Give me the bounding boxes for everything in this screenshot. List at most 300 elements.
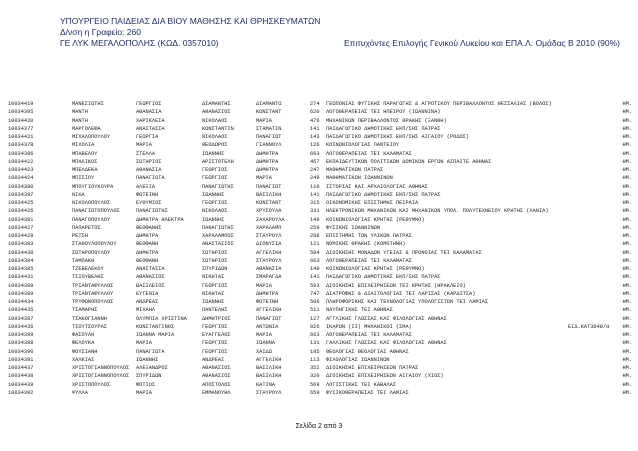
row-id: 10034397 bbox=[8, 191, 34, 198]
row-mother-name: ΒΑΣΙΛΙΚΗ bbox=[256, 373, 282, 380]
row-dept-code: 141 bbox=[310, 191, 320, 198]
row-id: 10034380 bbox=[8, 183, 34, 190]
row-mother-name: ΧΑΙΔΩ bbox=[256, 348, 272, 355]
row-id: 10034437 bbox=[8, 365, 34, 371]
row-id: 10034395 bbox=[8, 109, 34, 116]
row-category: ΗΜ. bbox=[622, 216, 632, 223]
row-id: 10034423 bbox=[8, 167, 34, 173]
row-mother-name: ΔΗΜΗΤΡΑ bbox=[256, 158, 279, 165]
row-first-name: ΙΩΑΝΝΑ ΜΑΡΙΑ bbox=[136, 332, 175, 338]
row-surname: ΤΣΟΥΤΣΟΥΡΑΣ bbox=[72, 323, 107, 330]
row-father-name: ΑΘΑΝΑΣΙΟΣ bbox=[202, 373, 231, 380]
row-id: 10034421 bbox=[8, 134, 34, 140]
table-row bbox=[8, 150, 632, 158]
row-id: 10034424 bbox=[8, 175, 34, 182]
row-category: ΗΜ. bbox=[622, 175, 632, 182]
row-dept-code: 149 bbox=[310, 266, 320, 272]
row-mother-name: ΔΗΜΗΤΡΑ bbox=[256, 150, 279, 157]
row-first-name: ΣΩΤΗΡΙΟΣ bbox=[136, 158, 162, 165]
row-first-name: ΜΑΡΙΑ bbox=[136, 340, 152, 347]
table-row bbox=[8, 240, 632, 248]
row-mother-name: ΣΜΑΡΑΓΔΑ bbox=[256, 274, 282, 281]
row-mother-name: ΔΙΟΝΥΣΙΑ bbox=[256, 241, 282, 248]
row-first-name: ΑΛΕΞΑΝΔΡΟΣ bbox=[136, 365, 168, 371]
row-category: ΗΜ. bbox=[622, 150, 632, 157]
row-category: ΗΜ. bbox=[622, 208, 632, 215]
row-surname: ΠΑΝΑΓΟΠΟΥΛΟΥ bbox=[72, 216, 111, 223]
row-category: ΗΜ. bbox=[622, 224, 632, 231]
row-department: ΙΚΑΡΩΝ (II) ΜΗΧΑΝΙΚΟΙ (ΣΜΑ) bbox=[326, 323, 412, 330]
row-father-name: ΑΘΑΝΑΣΙΟΣ bbox=[202, 109, 231, 116]
row-department: ΓΕΩΠΟΝΙΑΣ ΦΥΤΙΚΗΣ ΠΑΡΑΓΩΓΗΣ & ΑΓΡΟΤΙΚΟΥ ΠΕΡΙΒΑΛΛΟΝΤΟΣ ΘΕΣΣΑΛΙΑΣ (ΒΟΛΟΣ) bbox=[326, 101, 552, 107]
row-id: 10034434 bbox=[8, 299, 34, 305]
row-mother-name: ΔΗΜΗΤΡΑ bbox=[256, 167, 279, 173]
row-dept-code: 110 bbox=[310, 183, 320, 190]
row-dept-code: 663 bbox=[310, 257, 320, 264]
table-row bbox=[8, 315, 632, 323]
table-row bbox=[8, 125, 632, 133]
row-first-name: ΑΘΑΝΑΣΙΑ bbox=[136, 167, 162, 173]
row-category: ΗΜ. bbox=[622, 142, 632, 149]
row-first-name: ΘΕΟΦΑΝΗ bbox=[136, 257, 159, 264]
row-surname: ΧΡΙΣΤΟΓΙΑΝΝΟΠΟΥΛΟΣ bbox=[72, 365, 130, 371]
row-mother-name: ΚΩΝΣΤΑΝΤ bbox=[256, 200, 282, 206]
row-category: ΗΜ. bbox=[622, 109, 632, 116]
row-mother-name: ΣΤΑΥΡΟΥΛ bbox=[256, 233, 282, 239]
row-category: ΗΜ. bbox=[622, 266, 632, 272]
row-id: 10034428 bbox=[8, 233, 34, 239]
row-father-name: ΔΙΑΜΑΝΤΗΣ bbox=[202, 101, 231, 107]
row-mother-name: ΠΑΝΑΓΙΩΤ bbox=[256, 183, 282, 190]
row-first-name: ΓΕΩΡΓΙΑ bbox=[136, 134, 159, 140]
row-category: ΗΜ. bbox=[622, 389, 632, 396]
row-first-name: ΟΛΥΜΠΙΑ ΧΡΙΣΤΙΝΑ bbox=[136, 315, 187, 322]
row-dept-code: 594 bbox=[310, 249, 320, 256]
row-category: ΗΜ. bbox=[622, 183, 632, 190]
table-row bbox=[8, 331, 632, 339]
row-father-name: ΝΙΚΗΤΑΣ bbox=[202, 290, 225, 297]
table-row bbox=[8, 298, 632, 306]
row-category: ΗΜ. bbox=[622, 257, 632, 264]
row-department: ΗΛΕΚΤΡΟΝΙΚΩΝ ΜΗΧΑΝΙΚΩΝ ΚΑΙ ΜΗΧΑΝΙΚΩΝ ΥΠΟΛ. ΠΟΛΥΤΕΧΝΕΙΟΥ ΚΡΗΤΗΣ (ΧΑΝΙΑ) bbox=[326, 208, 549, 215]
row-id: 10034387 bbox=[8, 315, 34, 322]
table-row bbox=[8, 265, 632, 273]
row-surname: ΜΠΑΛΙΚΟΣ bbox=[72, 158, 98, 165]
row-department: ΠΑΙΔΑΓΩΓΙΚΟ ΔΗΜΟΤΙΚΗΣ ΕΚΠ/ΣΗΣ ΑΙΓΑΙΟΥ (ΡΟΔΟΣ) bbox=[326, 134, 470, 140]
row-dept-code: 620 bbox=[310, 109, 320, 116]
table-row bbox=[8, 273, 632, 281]
row-first-name: ΑΛΕΞΙΑ bbox=[136, 183, 156, 190]
row-department: ΑΓΓΛΙΚΗΣ ΓΛΩΣΣΑΣ ΚΑΙ ΦΙΛΟΛΟΓΙΑΣ ΑΘΗΝΑΣ bbox=[326, 315, 447, 322]
row-father-name: ΙΩΑΝΝΗΣ bbox=[202, 299, 225, 305]
row-id: 10034431 bbox=[8, 274, 34, 281]
row-surname: ΡΕΤΣΗ bbox=[72, 233, 88, 239]
row-id: 10034425 bbox=[8, 200, 34, 206]
table-row bbox=[8, 158, 632, 166]
table-row bbox=[8, 348, 632, 356]
row-department: ΟΙΚΟΝΟΜΙΚΗΣ ΕΠΙΣΤΗΜΗΣ ΠΕΙΡΑΙΑ bbox=[326, 200, 419, 206]
row-surname: ΣΤΑΘΟΥΛΟΠΟΥΛΟΥ bbox=[72, 241, 117, 248]
row-mother-name: ΒΑΣΙΛΙΚΗ bbox=[256, 365, 282, 371]
row-category: ΗΜ. bbox=[622, 117, 632, 124]
row-department: ΦΥΣΙΚΗΣ ΙΩΑΝΝΙΝΩΝ bbox=[326, 224, 381, 231]
results-subtitle: Επιτυχόντες Επιλογής Γενικού Λυκείου και ΕΠΑ.Λ. Ομάδας Β 2010 (90%) bbox=[343, 38, 620, 48]
row-department: ΕΠΙΣΤΗΜΗΣ ΤΩΝ ΥΛΙΚΩΝ ΠΑΤΡΑΣ bbox=[326, 233, 412, 239]
row-department: ΔΙΟΙΚΗΣΗΣ ΕΠΙΧΕΙΡΗΣΕΩΝ ΑΙΓΑΙΟΥ (ΧΙΟΣ) bbox=[326, 373, 444, 380]
row-category: ΗΜ. bbox=[622, 340, 632, 347]
table-row bbox=[8, 191, 632, 199]
row-father-name: ΘΕΟΔΩΡΟΣ bbox=[202, 142, 228, 149]
table-row bbox=[8, 100, 632, 108]
row-dept-code: 121 bbox=[310, 241, 320, 248]
row-department: ΠΛΗΡΟΦΟΡΙΚΗΣ ΚΑΙ ΤΕΧΝΟΛΟΓΙΑΣ ΥΠΟΛΟΓΙΣΤΩΝ ΤΕΙ ΛΑΜΙΑΣ bbox=[326, 299, 489, 305]
row-department: ΛΟΓΙΣΤΙΚΗΣ ΤΕΙ ΚΑΒΑΛΑΣ bbox=[326, 381, 396, 388]
row-category: ΗΜ. bbox=[622, 299, 632, 305]
row-category: ΗΜ. bbox=[622, 332, 632, 338]
table-row bbox=[8, 381, 632, 389]
row-first-name: ΑΝΔΡΕΑΣ bbox=[136, 299, 159, 305]
row-id: 10034391 bbox=[8, 356, 34, 363]
row-father-name: ΙΩΑΝΝΗΣ bbox=[202, 150, 225, 157]
row-department: ΦΥΣΙΚΟΘΕΡΑΠΕΙΑΣ ΤΕΙ ΛΑΜΙΑΣ bbox=[326, 389, 409, 396]
row-mother-name: ΣΤΑΥΡΟΥΛ bbox=[256, 257, 282, 264]
row-surname: ΤΡΙΑΝΤΑΦΥΛΛΟΥ bbox=[72, 290, 114, 297]
row-surname: ΠΑΝΑΓΙΩΤΟΠΟΥΛΟΣ bbox=[72, 208, 120, 215]
row-category: ΗΜ. bbox=[622, 233, 632, 239]
row-mother-name: ΑΓΓΕΛΙΚΗ bbox=[256, 249, 282, 256]
row-mother-name: ΧΑΡΑΛΑΜΠ bbox=[256, 224, 282, 231]
row-category: ΗΜ. bbox=[622, 373, 632, 380]
row-department: ΛΟΓΟΘΕΡΑΠΕΙΑΣ ΤΕΙ ΚΑΛΑΜΑΤΑΣ bbox=[326, 257, 412, 264]
row-department: ΛΟΓΟΘΕΡΑΠΕΙΑΣ ΤΕΙ ΗΠΕΙΡΟΥ (ΙΩΑΝΝΙΝΑ) bbox=[326, 109, 441, 116]
row-department: ΔΙΟΙΚΗΣΗΣ ΕΠΙΧΕΙΡΗΣΕΩΝ ΤΕΙ ΚΡΗΤΗΣ (ΗΡΑΚΛΕΙΟ) bbox=[326, 282, 466, 289]
row-father-name: ΓΕΩΡΓΙΟΣ bbox=[202, 175, 228, 182]
row-mother-name: ΔΗΜΗΤΡΑ bbox=[256, 290, 279, 297]
row-department: ΓΑΛΛΙΚΗΣ ΓΛΩΣΣΑΣ ΚΑΙ ΦΙΛΟΛΟΓΙΑΣ ΑΘΗΝΑΣ bbox=[326, 340, 447, 347]
row-id: 10034399 bbox=[8, 290, 34, 297]
row-surname: ΠΑΠΑΡΕΤΟΣ bbox=[72, 224, 101, 231]
table-row bbox=[8, 257, 632, 265]
document-header bbox=[60, 16, 620, 49]
row-father-name: ΑΠΟΣΤΟΛΟΣ bbox=[202, 381, 231, 388]
row-mother-name: ΖΑΧΑΡΟΥΛΑ bbox=[256, 216, 285, 223]
row-mother-name: ΑΝΤΩΝΙΑ bbox=[256, 323, 279, 330]
row-id: 10034399 bbox=[8, 332, 34, 338]
row-dept-code: 506 bbox=[310, 299, 320, 305]
row-first-name: ΧΑΡΙΚΛΕΙΑ bbox=[136, 117, 165, 124]
row-id: 10034430 bbox=[8, 249, 34, 256]
row-first-name: ΦΩΤΙΟΣ bbox=[136, 381, 156, 388]
results-table bbox=[8, 100, 632, 397]
row-mother-name: ΚΑΤΙΝΑ bbox=[256, 381, 276, 388]
row-father-name: ΑΘΑΝΑΣΙΟΣ bbox=[202, 365, 231, 371]
row-surname: ΤΣΑΜΑΡΗΣ bbox=[72, 307, 98, 314]
row-dept-code: 315 bbox=[310, 200, 320, 206]
table-row bbox=[8, 133, 632, 141]
row-dept-code: 259 bbox=[310, 224, 320, 231]
row-category: ΗΜ. bbox=[622, 101, 632, 107]
row-department: ΦΙΛΟΛΟΓΙΑΣ ΙΩΑΝΝΙΝΩΝ bbox=[326, 356, 390, 363]
row-dept-code: 593 bbox=[310, 282, 320, 289]
row-department: ΚΟΙΝΩΝΙΟΛΟΓΙΑΣ ΚΡΗΤΗΣ (ΡΕΘΥΜΝΟ) bbox=[326, 266, 425, 272]
table-row bbox=[8, 183, 632, 191]
school-name: ΓΕ ΛΥΚ ΜΕΓΑΛΟΠΟΛΗΣ (ΚΩΔ. 0357010) bbox=[60, 38, 219, 48]
row-department: ΝΟΜΙΚΗΣ ΘΡΑΚΗΣ (ΚΟΜΟΤΗΝΗ) bbox=[326, 241, 406, 248]
row-surname: ΧΑΛΚΙΑΣ bbox=[72, 356, 95, 363]
row-first-name: ΕΥΘΥΜΙΟΣ bbox=[136, 200, 162, 206]
table-row bbox=[8, 166, 632, 174]
table-row bbox=[8, 290, 632, 298]
row-dept-code: 131 bbox=[310, 340, 320, 347]
table-row bbox=[8, 356, 632, 364]
row-department: ΙΣΤΟΡΙΑΣ ΚΑΙ ΑΡΧΑΙΟΛΟΓΙΑΣ ΑΘΗΝΑΣ bbox=[326, 183, 428, 190]
page-number: Σελίδα 2 από 3 bbox=[295, 423, 343, 430]
row-department: ΜΗΧΑΝΙΚΩΝ ΠΕΡΙΒΑΛΛΟΝΤΟΣ ΘΡΑΚΗΣ (ΞΑΝΘΗ) bbox=[326, 117, 447, 124]
row-father-name: ΝΙΚΟΛΑΟΣ bbox=[202, 134, 228, 140]
row-father-name: ΓΕΩΡΓΙΟΣ bbox=[202, 340, 228, 347]
row-father-name: ΓΕΩΡΓΙΟΣ bbox=[202, 282, 228, 289]
table-row bbox=[8, 323, 632, 331]
row-mother-name: ΣΤΑΜΑΤΙΝ bbox=[256, 125, 282, 132]
row-mother-name: ΠΑΝΑΓΙΩΤ bbox=[256, 315, 282, 322]
row-father-name: ΙΩΑΝΝΗΣ bbox=[202, 216, 225, 223]
row-first-name: ΒΑΣΙΛΕΙΟΣ bbox=[136, 282, 165, 289]
row-mother-name: ΜΑΡΙΑ bbox=[256, 117, 272, 124]
row-id: 10034427 bbox=[8, 224, 34, 231]
table-row bbox=[8, 306, 632, 314]
row-dept-code: 127 bbox=[310, 315, 320, 322]
row-category: ΗΜ. bbox=[622, 134, 632, 140]
row-dept-code: 113 bbox=[310, 356, 320, 363]
row-dept-code: 141 bbox=[310, 274, 320, 281]
row-department: ΛΟΓΟΘΕΡΑΠΕΙΑΣ ΤΕΙ ΚΑΛΑΜΑΤΑΣ bbox=[326, 150, 412, 157]
row-dept-code: 659 bbox=[310, 389, 320, 396]
row-father-name: ΑΡΙΣΤΟΤΕΛΗ bbox=[202, 158, 234, 165]
row-dept-code: 126 bbox=[310, 142, 320, 149]
row-mother-name: ΜΑΡΙΑ bbox=[256, 282, 272, 289]
row-father-name: ΝΙΚΟΛΑΟΣ bbox=[202, 208, 228, 215]
row-first-name: ΜΙΧΑΗΛ bbox=[136, 307, 156, 314]
office-line: Δ/νση η Γραφείο: 260 bbox=[60, 27, 141, 37]
row-id: 10034436 bbox=[8, 323, 34, 330]
row-surname: ΜΑΝΤΗ bbox=[72, 109, 88, 116]
row-mother-name: ΒΑΣΙΛΙΚΗ bbox=[256, 191, 282, 198]
row-category: ΗΜ. bbox=[622, 290, 632, 297]
row-surname: ΜΑΝΤΗ bbox=[72, 117, 88, 124]
row-dept-code: 143 bbox=[310, 134, 320, 140]
row-category: ΗΜ. bbox=[622, 348, 632, 355]
header-row bbox=[60, 38, 620, 49]
row-surname: ΤΖΕΒΕΛΕΚΟΥ bbox=[72, 266, 104, 272]
row-surname: ΨΥΛΛΑ bbox=[72, 389, 88, 396]
row-first-name: ΠΑΝΑΓΙΩΤΑ bbox=[136, 348, 165, 355]
row-dept-code: 247 bbox=[310, 167, 320, 173]
row-category: ΗΜ. bbox=[622, 323, 632, 330]
row-dept-code: 663 bbox=[310, 150, 320, 157]
row-note: ΕΙΔ.ΚΑΤ3648/α bbox=[568, 323, 610, 330]
table-row bbox=[8, 339, 632, 347]
row-category: ΗΜ. bbox=[622, 241, 632, 248]
row-father-name: ΝΙΚΗΤΑΣ bbox=[202, 274, 225, 281]
row-mother-name: ΓΙΑΝΝΟΥΛ bbox=[256, 142, 282, 149]
row-id: 10034419 bbox=[8, 101, 34, 107]
row-surname: ΜΠΑΒΕΛΟΥ bbox=[72, 150, 98, 157]
row-first-name: ΣΠΥΡΙΔΩΝ bbox=[136, 373, 162, 380]
row-surname: ΤΣΙΟΥΒΕΛΗΣ bbox=[72, 274, 104, 281]
row-surname: ΤΣΑΚΟΓΙΑΝΝΗ bbox=[72, 315, 107, 322]
table-row bbox=[8, 372, 632, 380]
row-surname: ΜΠΙΣΙΟΥ bbox=[72, 175, 95, 182]
row-father-name: ΕΜΜΑΝΟΥΗΛ bbox=[202, 389, 231, 396]
row-dept-code: 320 bbox=[310, 373, 320, 380]
row-mother-name: ΑΘΑΝΑΣΙΑ bbox=[256, 266, 282, 272]
row-dept-code: 663 bbox=[310, 332, 320, 338]
row-father-name: ΝΙΚΟΛΑΟΣ bbox=[202, 117, 228, 124]
row-mother-name: ΦΩΤΕΙΝΗ bbox=[256, 299, 279, 305]
row-surname: ΤΑΜΠΑΚΗ bbox=[72, 257, 95, 264]
row-dept-code: 141 bbox=[310, 125, 320, 132]
row-category: ΗΜ. bbox=[622, 274, 632, 281]
table-row bbox=[8, 108, 632, 116]
row-department: ΝΑΥΠΗΓΙΚΗΣ ΤΕΙ ΑΘΗΝΑΣ bbox=[326, 307, 393, 314]
row-surname: ΣΩΤΗΡΟΠΟΥΛΟΥ bbox=[72, 249, 111, 256]
table-row bbox=[8, 141, 632, 149]
row-category: ΗΜ. bbox=[622, 315, 632, 322]
row-surname: ΜΑΝΕΣΙΩΤΗΣ bbox=[72, 101, 104, 107]
row-id: 10034385 bbox=[8, 266, 34, 272]
row-surname: ΜΑΡΓΟΛΕΦΑ bbox=[72, 125, 101, 132]
table-row bbox=[8, 199, 632, 207]
row-department: ΕΚΠΑΙΔΕΥΤΙΚΩΝ ΠΟΛΙΤΙΚΩΝ ΔΟΜΙΚΩΝ ΕΡΓΩΝ ΑΣΠΑΙΤΕ ΑΘΗΝΑΣ bbox=[326, 158, 492, 165]
row-department: ΔΙΟΙΚΗΣΗΣ ΕΠΙΧΕΙΡΗΣΕΩΝ ΠΑΤΡΑΣ bbox=[326, 365, 419, 371]
row-id: 10034426 bbox=[8, 208, 34, 215]
table-row bbox=[8, 216, 632, 224]
row-id: 10034377 bbox=[8, 125, 34, 132]
row-father-name: ΑΝΑΣΤΑΣΙΟΣ bbox=[202, 241, 234, 248]
row-department: ΠΑΙΔΑΓΩΓΙΚΟ ΔΗΜΟΤΙΚΗΣ ΕΚΠ/ΣΗΣ ΠΑΤΡΑΣ bbox=[326, 191, 441, 198]
row-surname: ΦΕΛΟΥΚΑ bbox=[72, 340, 95, 347]
row-dept-code: 149 bbox=[310, 216, 320, 223]
table-row bbox=[8, 117, 632, 125]
row-father-name: ΓΕΩΡΓΙΟΣ bbox=[202, 348, 228, 355]
row-surname: ΦΑΣΟΥΛΗ bbox=[72, 332, 95, 338]
row-id: 10034381 bbox=[8, 216, 34, 223]
row-category: ΗΜ. bbox=[622, 191, 632, 198]
row-surname: ΜΙΧΟΛΙΑ bbox=[72, 142, 95, 149]
row-surname: ΦΟΥΣΙΑΝΗ bbox=[72, 348, 98, 355]
row-department: ΠΑΙΔΑΓΩΓΙΚΟ ΔΗΜΟΤΙΚΗΣ ΕΚΠ/ΣΗΣ ΠΑΤΡΑΣ bbox=[326, 274, 441, 281]
row-department: ΠΑΙΔΑΓΩΓΙΚΟ ΔΗΜΟΤΙΚΗΣ ΕΚΠ/ΣΗΣ ΠΑΤΡΑΣ bbox=[326, 125, 441, 132]
row-category: ΗΜ. bbox=[622, 125, 632, 132]
row-mother-name: ΚΩΝΣΤΑΝΤ bbox=[256, 109, 282, 116]
row-category: ΗΜ. bbox=[622, 381, 632, 388]
table-row bbox=[8, 232, 632, 240]
row-first-name: ΣΤΕΛΛΑ bbox=[136, 150, 156, 157]
row-father-name: ΑΝΔΡΕΑΣ bbox=[202, 356, 225, 363]
row-dept-code: 274 bbox=[310, 101, 320, 107]
row-first-name: ΚΩΝΣΤΑΝΤΙΝΟΣ bbox=[136, 323, 175, 330]
row-mother-name: ΙΩΑΝΝΑ bbox=[256, 340, 276, 347]
row-mother-name: ΜΑΡΙΑ bbox=[256, 175, 272, 182]
row-id: 10034392 bbox=[8, 389, 34, 396]
row-father-name: ΠΑΝΤΕΛΗΣ bbox=[202, 307, 228, 314]
row-category: ΗΜ. bbox=[622, 167, 632, 173]
row-id: 10034390 bbox=[8, 348, 34, 355]
row-father-name: ΙΩΑΝΝΗΣ bbox=[202, 191, 225, 198]
row-dept-code: 331 bbox=[310, 208, 320, 215]
row-department: ΛΟΓΟΘΕΡΑΠΕΙΑΣ ΤΕΙ ΚΑΛΑΜΑΤΑΣ bbox=[326, 332, 412, 338]
row-surname: ΧΡΙΣΤΟΓΙΑΝΝΟΠΟΥΛΟΣ bbox=[72, 373, 130, 380]
table-row bbox=[8, 389, 632, 397]
row-dept-code: 105 bbox=[310, 348, 320, 355]
row-department: ΔΙΑΤΡΟΦΗΣ & ΔΙΑΙΤΟΛΟΓΙΑΣ ΤΕΙ ΛΑΡΙΣΑΣ (ΚΑΡΔΙΤΣΑ) bbox=[326, 290, 476, 297]
row-first-name: ΙΩΑΝΝΗΣ bbox=[136, 356, 159, 363]
row-first-name: ΔΗΜΗΤΡΑ bbox=[136, 233, 159, 239]
row-dept-code: 288 bbox=[310, 233, 320, 239]
row-mother-name: ΑΓΓΕΛΙΚΗ bbox=[256, 356, 282, 363]
row-department: ΜΑΘΗΜΑΤΙΚΩΝ ΠΑΤΡΑΣ bbox=[326, 167, 384, 173]
row-father-name: ΕΥΑΓΓΕΛΟΣ bbox=[202, 332, 231, 338]
row-first-name: ΘΕΟΦΑΝΗΣ bbox=[136, 224, 162, 231]
row-father-name: ΠΑΝΑΓΙΩΤΗΣ bbox=[202, 224, 234, 231]
row-surname: ΤΡΥΦΩΝΟΠΟΥΛΟΣ bbox=[72, 299, 114, 305]
row-father-name: ΓΕΩΡΓΙΟΣ bbox=[202, 200, 228, 206]
row-category: ΗΜ. bbox=[622, 282, 632, 289]
row-category: ΗΜ. bbox=[622, 158, 632, 165]
row-father-name: ΓΕΩΡΓΙΟΣ bbox=[202, 323, 228, 330]
row-father-name: ΠΑΝΑΓΙΩΤΗΣ bbox=[202, 183, 234, 190]
row-category: ΗΜ. bbox=[622, 200, 632, 206]
row-category: ΗΜ. bbox=[622, 365, 632, 371]
row-id: 10034439 bbox=[8, 381, 34, 388]
row-father-name: ΣΠΥΡΙΔΩΝ bbox=[202, 266, 228, 272]
row-first-name: ΘΕΟΦΑΝΗ bbox=[136, 241, 159, 248]
row-dept-code: 569 bbox=[310, 381, 320, 388]
row-first-name: ΠΑΝΑΓΙΩΤΑ bbox=[136, 175, 165, 182]
row-first-name: ΕΥΓΕΝΙΑ bbox=[136, 290, 159, 297]
row-surname: ΜΠΕΛΔΕΚΑ bbox=[72, 167, 98, 173]
row-id: 10034422 bbox=[8, 158, 34, 165]
row-surname: ΤΡΙΑΝΤΑΦΥΛΛΟΣ bbox=[72, 282, 114, 289]
row-surname: ΜΙΧΑΛΟΠΟΥΛΟΥ bbox=[72, 134, 111, 140]
row-id: 10034383 bbox=[8, 241, 34, 248]
table-row bbox=[8, 364, 632, 372]
row-id: 10034384 bbox=[8, 257, 34, 264]
row-category: ΗΜ. bbox=[622, 356, 632, 363]
table-row bbox=[8, 207, 632, 215]
row-first-name: ΑΝΑΣΤΑΣΙΑ bbox=[136, 266, 165, 272]
row-first-name: ΔΗΜΗΤΡΑ bbox=[136, 249, 159, 256]
row-department: ΚΟΙΝΩΝΙΟΛΟΓΙΑΣ ΚΡΗΤΗΣ (ΡΕΘΥΜΝΟ) bbox=[326, 216, 425, 223]
row-first-name: ΓΕΩΡΓΙΟΣ bbox=[136, 101, 162, 107]
row-dept-code: 747 bbox=[310, 290, 320, 297]
row-first-name: ΑΘΑΝΑΣΙΟΣ bbox=[136, 274, 165, 281]
row-surname: ΧΡΙΣΤΟΠΟΥΛΟΣ bbox=[72, 381, 111, 388]
row-category: ΗΜ. bbox=[622, 307, 632, 314]
row-father-name: ΧΑΡΑΛΑΜΠΟΣ bbox=[202, 233, 234, 239]
row-id: 10034420 bbox=[8, 117, 34, 124]
row-first-name: ΦΩΤΕΙΝΗ bbox=[136, 191, 159, 198]
row-id: 10034435 bbox=[8, 307, 34, 314]
row-mother-name: ΑΓΓΕΛΙΚΗ bbox=[256, 307, 282, 314]
row-father-name: ΓΕΩΡΓΙΟΣ bbox=[202, 167, 228, 173]
row-mother-name: ΣΤΑΥΡΟΥΛ bbox=[256, 389, 282, 396]
row-first-name: ΔΗΜΗΤΡΑ ΗΛΕΚΤΡΑ bbox=[136, 216, 184, 223]
row-first-name: ΑΘΑΝΑΣΙΑ bbox=[136, 109, 162, 116]
row-father-name: ΔΗΜΗΤΡΙΟΣ bbox=[202, 315, 231, 322]
row-mother-name: ΠΑΝΑΓΙΩΤ bbox=[256, 134, 282, 140]
row-mother-name: ΧΡΥΣΟΥΛΑ bbox=[256, 208, 282, 215]
